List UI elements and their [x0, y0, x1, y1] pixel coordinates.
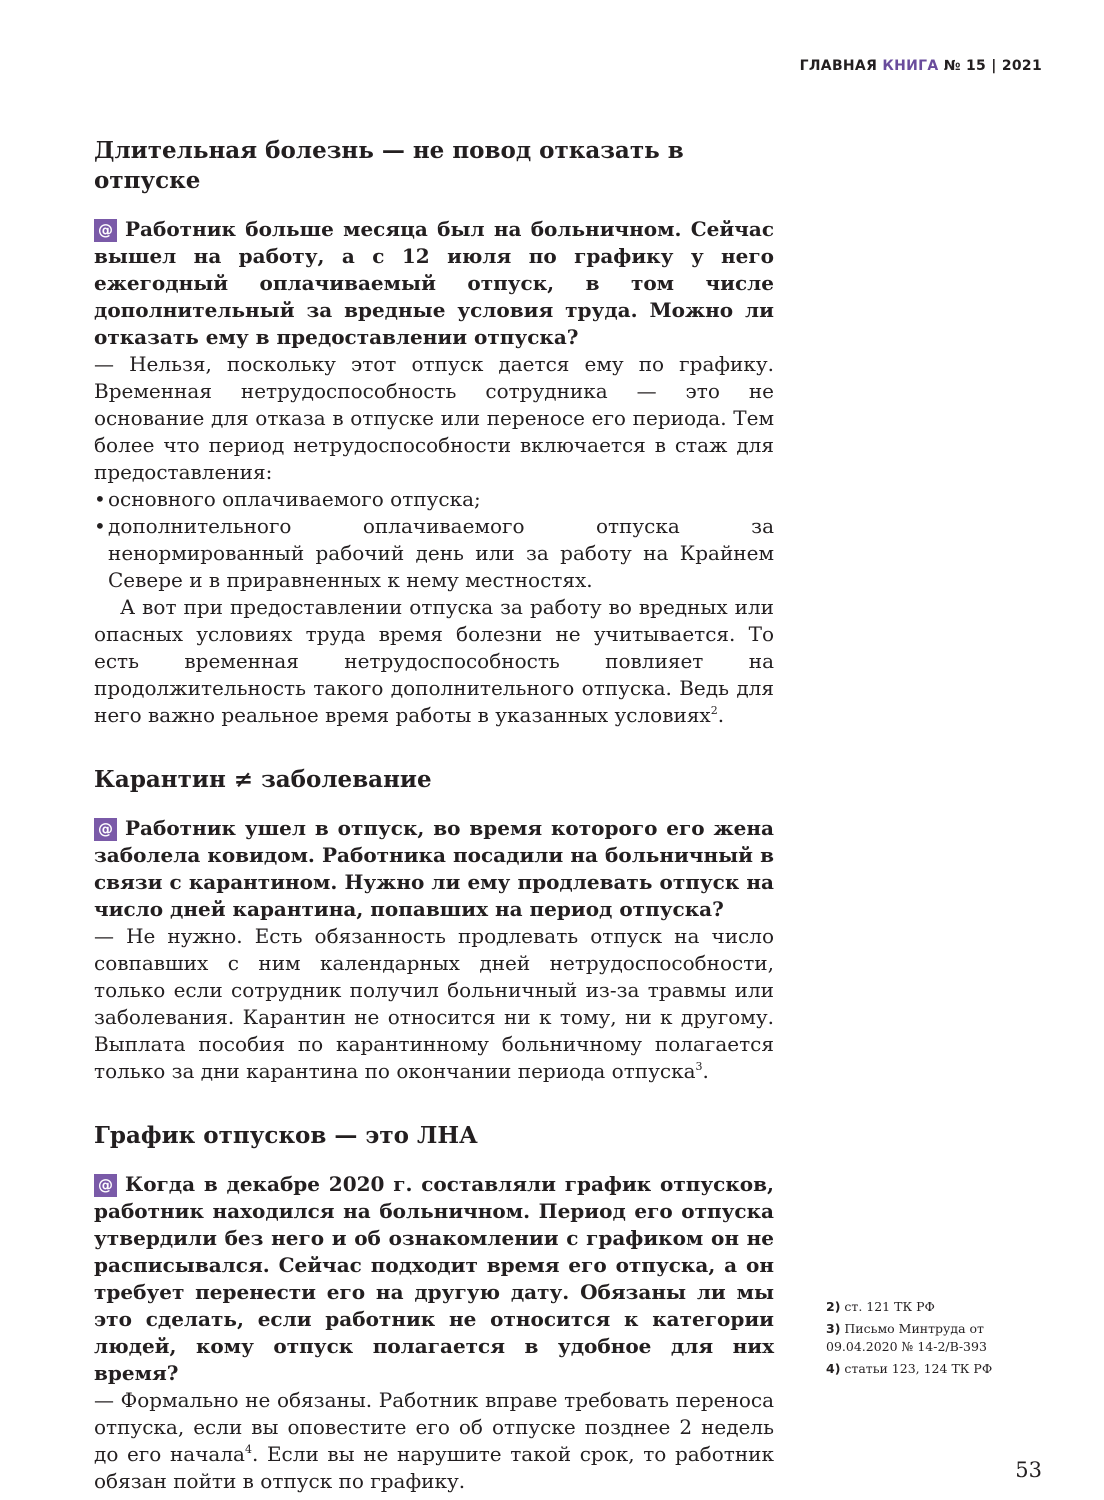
answer-text-continued: . Если вы не нарушите такой срок, то работник обязан пойти в отпуск по графику.: [94, 1442, 774, 1493]
footnote: [826, 1320, 1056, 1356]
running-header: [800, 58, 1042, 74]
section-title: Длительная болезнь — не повод отказать в отпуске: [94, 137, 684, 194]
question-text: Работник ушел в отпуск, во время которого его жена заболела ковидом. Работника посадили на больничный в связи с карантином. Нужно ли ему продлевать отпуск на число дней карантина, попавших на период отпуска?: [94, 816, 774, 921]
at-sign-icon: @: [94, 1174, 117, 1197]
answer: — Нельзя, поскольку этот отпуск дается ему по графику. Временная нетрудоспособность сотрудника — это не основание для отказа в отпуске или переносе его периода. Тем более что период нетрудоспособности включается в стаж для предоставления:: [94, 352, 774, 484]
section-long-illness: [94, 136, 774, 729]
answer: [94, 1387, 774, 1495]
question: [94, 815, 774, 923]
paragraph: А вот при предоставлении отпуска за работу во вредных или опасных условиях труда время болезни не учитывается. То есть временная нетрудоспособность повлияет на продолжительность такого дополнительного отпуска. Ведь для него важно реальное время работы в указанных условиях$^2$.: [94, 595, 774, 727]
footnote-text: ст. 121 ТК РФ: [844, 1299, 935, 1314]
section-title: График отпусков — это ЛНА: [94, 1122, 478, 1149]
at-sign-icon: @: [94, 818, 117, 841]
footnote-text: Письмо Минтруда от 09.04.2020 № 14-2/В-393: [826, 1321, 987, 1354]
section-title: Карантин ≠ заболевание: [94, 766, 432, 793]
brand-name-part2: КНИГА: [882, 58, 939, 74]
footnotes: [826, 1298, 1056, 1382]
footnote-number: 2): [826, 1299, 841, 1314]
at-sign-icon: @: [94, 219, 117, 242]
answer: — Не нужно. Есть обязанность продлевать отпуск на число совпавших с ним календарных дней нетрудоспособности, только если сотрудник получил больничный из-за травмы или заболевания. Карантин не относится ни к тому, ни к другому. Выплата пособия по карантинному больничному полагается только за дни карантина по окончании периода отпуска$^3$.: [94, 924, 774, 1083]
footnote-ref[interactable]: 4: [244, 1443, 252, 1456]
footnote: [826, 1298, 1056, 1316]
bullet-item: • дополнительного оплачиваемого отпуска за ненормированный рабочий день или за работу на Крайнем Севере и в приравненных к нему местностях.: [94, 513, 774, 594]
bullet-item: • основного оплачиваемого отпуска;: [94, 486, 774, 513]
article-body: [94, 136, 774, 1495]
footnote-ref[interactable]: 2: [710, 704, 718, 717]
paragraph-text: А вот при предоставлении отпуска за работу во вредных или опасных условиях труда время болезни не учитывается. То есть временная нетрудоспособность повлияет на продолжительность такого дополнительного отпуска. Ведь для него важно реальное время работы в указанных условиях: [94, 595, 774, 727]
footnote-text: статьи 123, 124 ТК РФ: [844, 1361, 993, 1376]
answer-text: — Формально не обязаны. Работник вправе требовать переноса отпуска, если вы оповестите его об отпуске позднее 2 недель до его начала: [94, 1388, 774, 1466]
answer-text: — Не нужно. Есть обязанность продлевать отпуск на число совпавших с ним календарных дней нетрудоспособности, только если сотрудник получил больничный из-за травмы или заболевания. Карантин не относится ни к тому, ни к другому. Выплата пособия по карантинному больничному полагается только за дни карантина по окончании периода отпуска: [94, 924, 774, 1083]
bullet-list: [94, 486, 774, 594]
brand-name-part1: ГЛАВНАЯ: [799, 58, 878, 74]
footnote: [826, 1360, 1056, 1378]
footnote-number: 4): [826, 1361, 841, 1376]
section-quarantine: [94, 765, 774, 1085]
footnote-ref[interactable]: 3: [695, 1060, 703, 1073]
section-vacation-schedule: [94, 1121, 774, 1495]
question: [94, 1171, 774, 1387]
footnote-number: 3): [826, 1321, 841, 1336]
question-text: Работник больше месяца был на больничном. Сейчас вышел на работу, а с 12 июля по графику у него ежегодный оплачиваемый отпуск, в том числе дополнительный за вредные условия труда. Можно ли отказать ему в предоставлении отпуска?: [94, 217, 774, 349]
page-number: 53: [1015, 1458, 1042, 1482]
question-text: Когда в декабре 2020 г. составляли график отпусков, работник находился на больничном. Период его отпуска утвердили без него и об ознакомлении с графиком он не расписывался. Сейчас подходит время его отпуска, а он требует перенести его на другую дату. Обязаны ли мы это сделать, если работник не относится к категории людей, кому отпуск полагается в удобное для них время?: [94, 1172, 774, 1385]
question: [94, 216, 774, 351]
issue-number: № 15 | 2021: [943, 58, 1042, 74]
